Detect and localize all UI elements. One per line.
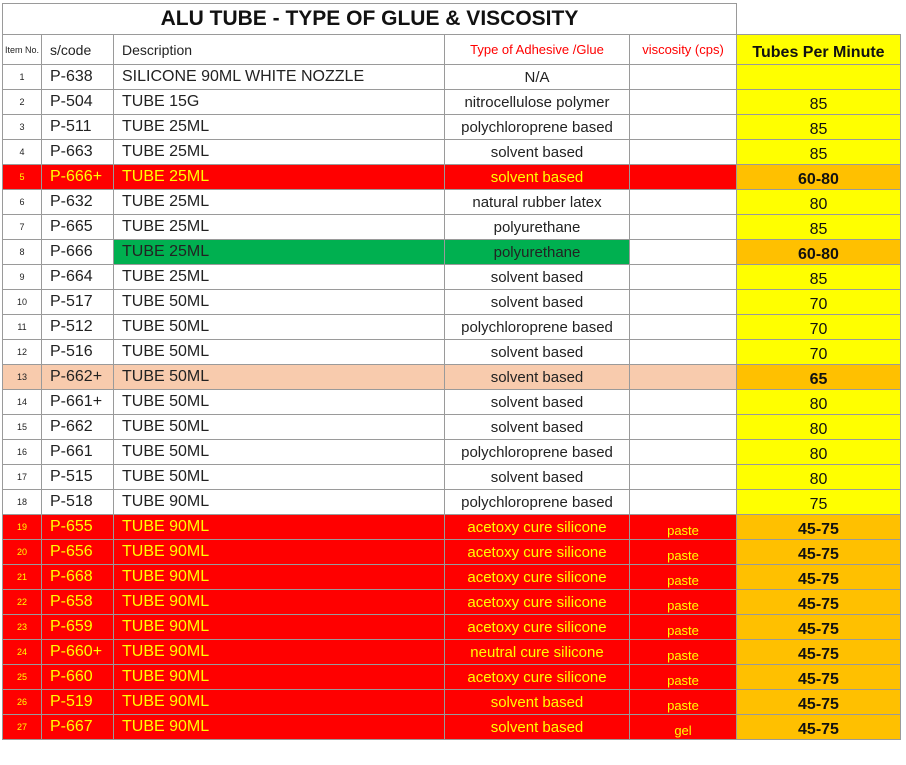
cell-adhesive: polychloroprene based — [445, 315, 630, 340]
cell-scode: P-662+ — [42, 365, 114, 390]
cell-item-no: 23 — [3, 615, 42, 640]
cell-scode: P-660 — [42, 665, 114, 690]
cell-tubes-per-minute: 45-75 — [737, 665, 901, 690]
cell-description: TUBE 50ML — [114, 440, 445, 465]
cell-adhesive: solvent based — [445, 165, 630, 190]
table-row — [3, 265, 901, 290]
cell-scode: P-517 — [42, 290, 114, 315]
cell-viscosity — [630, 290, 737, 315]
cell-viscosity: paste — [630, 515, 737, 540]
cell-item-no: 26 — [3, 690, 42, 715]
cell-adhesive: acetoxy cure silicone — [445, 615, 630, 640]
cell-item-no: 14 — [3, 390, 42, 415]
cell-tubes-per-minute: 85 — [737, 265, 901, 290]
table-row — [3, 465, 901, 490]
cell-tubes-per-minute: 45-75 — [737, 515, 901, 540]
glue-table — [2, 3, 901, 740]
cell-item-no: 16 — [3, 440, 42, 465]
cell-adhesive: N/A — [445, 65, 630, 90]
cell-scode: P-660+ — [42, 640, 114, 665]
cell-item-no: 17 — [3, 465, 42, 490]
cell-item-no: 6 — [3, 190, 42, 215]
cell-viscosity — [630, 340, 737, 365]
cell-adhesive: solvent based — [445, 715, 630, 740]
cell-tubes-per-minute: 85 — [737, 90, 901, 115]
cell-description: TUBE 50ML — [114, 365, 445, 390]
cell-tubes-per-minute: 80 — [737, 390, 901, 415]
cell-item-no: 27 — [3, 715, 42, 740]
cell-description: TUBE 25ML — [114, 190, 445, 215]
table-row — [3, 390, 901, 415]
cell-viscosity — [630, 140, 737, 165]
cell-viscosity — [630, 165, 737, 190]
table-row — [3, 615, 901, 640]
cell-scode: P-515 — [42, 465, 114, 490]
table-row — [3, 290, 901, 315]
cell-adhesive: acetoxy cure silicone — [445, 565, 630, 590]
cell-adhesive: solvent based — [445, 340, 630, 365]
cell-adhesive: acetoxy cure silicone — [445, 590, 630, 615]
cell-scode: P-512 — [42, 315, 114, 340]
cell-description: TUBE 25ML — [114, 215, 445, 240]
cell-adhesive: acetoxy cure silicone — [445, 540, 630, 565]
cell-scode: P-632 — [42, 190, 114, 215]
blank-cell — [737, 4, 901, 35]
cell-tubes-per-minute: 45-75 — [737, 565, 901, 590]
cell-viscosity — [630, 365, 737, 390]
cell-item-no: 10 — [3, 290, 42, 315]
table-row — [3, 240, 901, 265]
cell-scode: P-666 — [42, 240, 114, 265]
cell-item-no: 7 — [3, 215, 42, 240]
table-row — [3, 65, 901, 90]
cell-scode: P-661+ — [42, 390, 114, 415]
header-item-no: Item No. — [3, 35, 42, 65]
cell-item-no: 5 — [3, 165, 42, 190]
cell-item-no: 21 — [3, 565, 42, 590]
cell-description: TUBE 50ML — [114, 315, 445, 340]
header-adhesive: Type of Adhesive /Glue — [445, 35, 630, 65]
cell-tubes-per-minute: 45-75 — [737, 640, 901, 665]
cell-viscosity — [630, 190, 737, 215]
cell-item-no: 13 — [3, 365, 42, 390]
cell-scode: P-516 — [42, 340, 114, 365]
cell-scode: P-658 — [42, 590, 114, 615]
cell-description: TUBE 90ML — [114, 665, 445, 690]
cell-description: TUBE 90ML — [114, 490, 445, 515]
cell-description: TUBE 50ML — [114, 390, 445, 415]
cell-adhesive: solvent based — [445, 265, 630, 290]
cell-scode: P-665 — [42, 215, 114, 240]
cell-adhesive: solvent based — [445, 690, 630, 715]
cell-tubes-per-minute: 45-75 — [737, 615, 901, 640]
cell-viscosity: gel — [630, 715, 737, 740]
cell-item-no: 3 — [3, 115, 42, 140]
table-row — [3, 90, 901, 115]
cell-item-no: 22 — [3, 590, 42, 615]
table-row — [3, 565, 901, 590]
cell-viscosity — [630, 240, 737, 265]
cell-description: TUBE 50ML — [114, 290, 445, 315]
table-row — [3, 115, 901, 140]
cell-scode: P-504 — [42, 90, 114, 115]
header-tubes-per-minute: Tubes Per Minute — [737, 35, 901, 65]
cell-adhesive: acetoxy cure silicone — [445, 665, 630, 690]
cell-tubes-per-minute: 60-80 — [737, 240, 901, 265]
cell-scode: P-519 — [42, 690, 114, 715]
header-viscosity: viscosity (cps) — [630, 35, 737, 65]
cell-item-no: 15 — [3, 415, 42, 440]
cell-adhesive: solvent based — [445, 465, 630, 490]
cell-description: TUBE 90ML — [114, 615, 445, 640]
cell-adhesive: neutral cure silicone — [445, 640, 630, 665]
cell-tubes-per-minute — [737, 65, 901, 90]
cell-adhesive: polychloroprene based — [445, 440, 630, 465]
cell-tubes-per-minute: 70 — [737, 340, 901, 365]
cell-description: TUBE 25ML — [114, 265, 445, 290]
cell-tubes-per-minute: 80 — [737, 415, 901, 440]
cell-viscosity — [630, 440, 737, 465]
cell-scode: P-638 — [42, 65, 114, 90]
cell-item-no: 18 — [3, 490, 42, 515]
cell-adhesive: polyurethane — [445, 240, 630, 265]
cell-viscosity — [630, 65, 737, 90]
cell-viscosity — [630, 215, 737, 240]
header-scode: s/code — [42, 35, 114, 65]
table-row — [3, 315, 901, 340]
table-row — [3, 165, 901, 190]
cell-scode: P-664 — [42, 265, 114, 290]
cell-viscosity: paste — [630, 565, 737, 590]
cell-item-no: 24 — [3, 640, 42, 665]
cell-scode: P-663 — [42, 140, 114, 165]
cell-viscosity — [630, 90, 737, 115]
cell-item-no: 20 — [3, 540, 42, 565]
table-row — [3, 640, 901, 665]
cell-item-no: 11 — [3, 315, 42, 340]
header-row — [3, 35, 901, 65]
cell-item-no: 12 — [3, 340, 42, 365]
table-row — [3, 715, 901, 740]
cell-description: TUBE 50ML — [114, 465, 445, 490]
table-row — [3, 215, 901, 240]
cell-item-no: 8 — [3, 240, 42, 265]
table-row — [3, 340, 901, 365]
cell-viscosity: paste — [630, 540, 737, 565]
table-row — [3, 490, 901, 515]
cell-tubes-per-minute: 45-75 — [737, 590, 901, 615]
cell-adhesive: solvent based — [445, 390, 630, 415]
cell-tubes-per-minute: 45-75 — [737, 690, 901, 715]
cell-scode: P-662 — [42, 415, 114, 440]
cell-adhesive: polyurethane — [445, 215, 630, 240]
cell-adhesive: solvent based — [445, 415, 630, 440]
cell-tubes-per-minute: 80 — [737, 465, 901, 490]
cell-tubes-per-minute: 85 — [737, 115, 901, 140]
spreadsheet — [2, 3, 901, 740]
table-row — [3, 690, 901, 715]
cell-tubes-per-minute: 45-75 — [737, 715, 901, 740]
cell-viscosity — [630, 265, 737, 290]
table-row — [3, 515, 901, 540]
cell-viscosity — [630, 415, 737, 440]
cell-description: TUBE 90ML — [114, 640, 445, 665]
cell-item-no: 1 — [3, 65, 42, 90]
cell-description: SILICONE 90ML WHITE NOZZLE — [114, 65, 445, 90]
cell-tubes-per-minute: 70 — [737, 315, 901, 340]
table-row — [3, 415, 901, 440]
cell-viscosity: paste — [630, 615, 737, 640]
cell-viscosity: paste — [630, 690, 737, 715]
cell-adhesive: solvent based — [445, 365, 630, 390]
cell-description: TUBE 50ML — [114, 415, 445, 440]
cell-item-no: 9 — [3, 265, 42, 290]
cell-viscosity — [630, 490, 737, 515]
cell-description: TUBE 25ML — [114, 115, 445, 140]
cell-description: TUBE 90ML — [114, 565, 445, 590]
cell-adhesive: solvent based — [445, 290, 630, 315]
cell-tubes-per-minute: 65 — [737, 365, 901, 390]
cell-scode: P-667 — [42, 715, 114, 740]
cell-tubes-per-minute: 85 — [737, 215, 901, 240]
cell-viscosity: paste — [630, 640, 737, 665]
cell-scode: P-661 — [42, 440, 114, 465]
cell-item-no: 2 — [3, 90, 42, 115]
cell-tubes-per-minute: 80 — [737, 440, 901, 465]
cell-scode: P-656 — [42, 540, 114, 565]
table-row — [3, 365, 901, 390]
cell-scode: P-659 — [42, 615, 114, 640]
cell-scode: P-518 — [42, 490, 114, 515]
cell-adhesive: nitrocellulose polymer — [445, 90, 630, 115]
header-description: Description — [114, 35, 445, 65]
cell-viscosity — [630, 390, 737, 415]
cell-adhesive: natural rubber latex — [445, 190, 630, 215]
cell-scode: P-668 — [42, 565, 114, 590]
cell-scode: P-666+ — [42, 165, 114, 190]
cell-description: TUBE 90ML — [114, 715, 445, 740]
cell-viscosity: paste — [630, 590, 737, 615]
cell-description: TUBE 25ML — [114, 240, 445, 265]
cell-item-no: 25 — [3, 665, 42, 690]
cell-description: TUBE 25ML — [114, 165, 445, 190]
cell-scode: P-511 — [42, 115, 114, 140]
cell-description: TUBE 25ML — [114, 140, 445, 165]
cell-tubes-per-minute: 85 — [737, 140, 901, 165]
cell-adhesive: polychloroprene based — [445, 115, 630, 140]
cell-tubes-per-minute: 75 — [737, 490, 901, 515]
sheet-title: ALU TUBE - TYPE OF GLUE & VISCOSITY — [3, 4, 737, 35]
table-row — [3, 665, 901, 690]
table-row — [3, 590, 901, 615]
cell-viscosity — [630, 115, 737, 140]
cell-description: TUBE 90ML — [114, 690, 445, 715]
cell-tubes-per-minute: 60-80 — [737, 165, 901, 190]
cell-viscosity: paste — [630, 665, 737, 690]
table-row — [3, 440, 901, 465]
cell-adhesive: solvent based — [445, 140, 630, 165]
cell-tubes-per-minute: 45-75 — [737, 540, 901, 565]
cell-adhesive: acetoxy cure silicone — [445, 515, 630, 540]
cell-scode: P-655 — [42, 515, 114, 540]
cell-description: TUBE 90ML — [114, 540, 445, 565]
table-row — [3, 540, 901, 565]
cell-tubes-per-minute: 70 — [737, 290, 901, 315]
table-row — [3, 140, 901, 165]
cell-description: TUBE 90ML — [114, 590, 445, 615]
cell-description: TUBE 50ML — [114, 340, 445, 365]
cell-item-no: 19 — [3, 515, 42, 540]
cell-tubes-per-minute: 80 — [737, 190, 901, 215]
cell-item-no: 4 — [3, 140, 42, 165]
cell-viscosity — [630, 315, 737, 340]
cell-description: TUBE 15G — [114, 90, 445, 115]
cell-viscosity — [630, 465, 737, 490]
table-row — [3, 190, 901, 215]
cell-adhesive: polychloroprene based — [445, 490, 630, 515]
cell-description: TUBE 90ML — [114, 515, 445, 540]
